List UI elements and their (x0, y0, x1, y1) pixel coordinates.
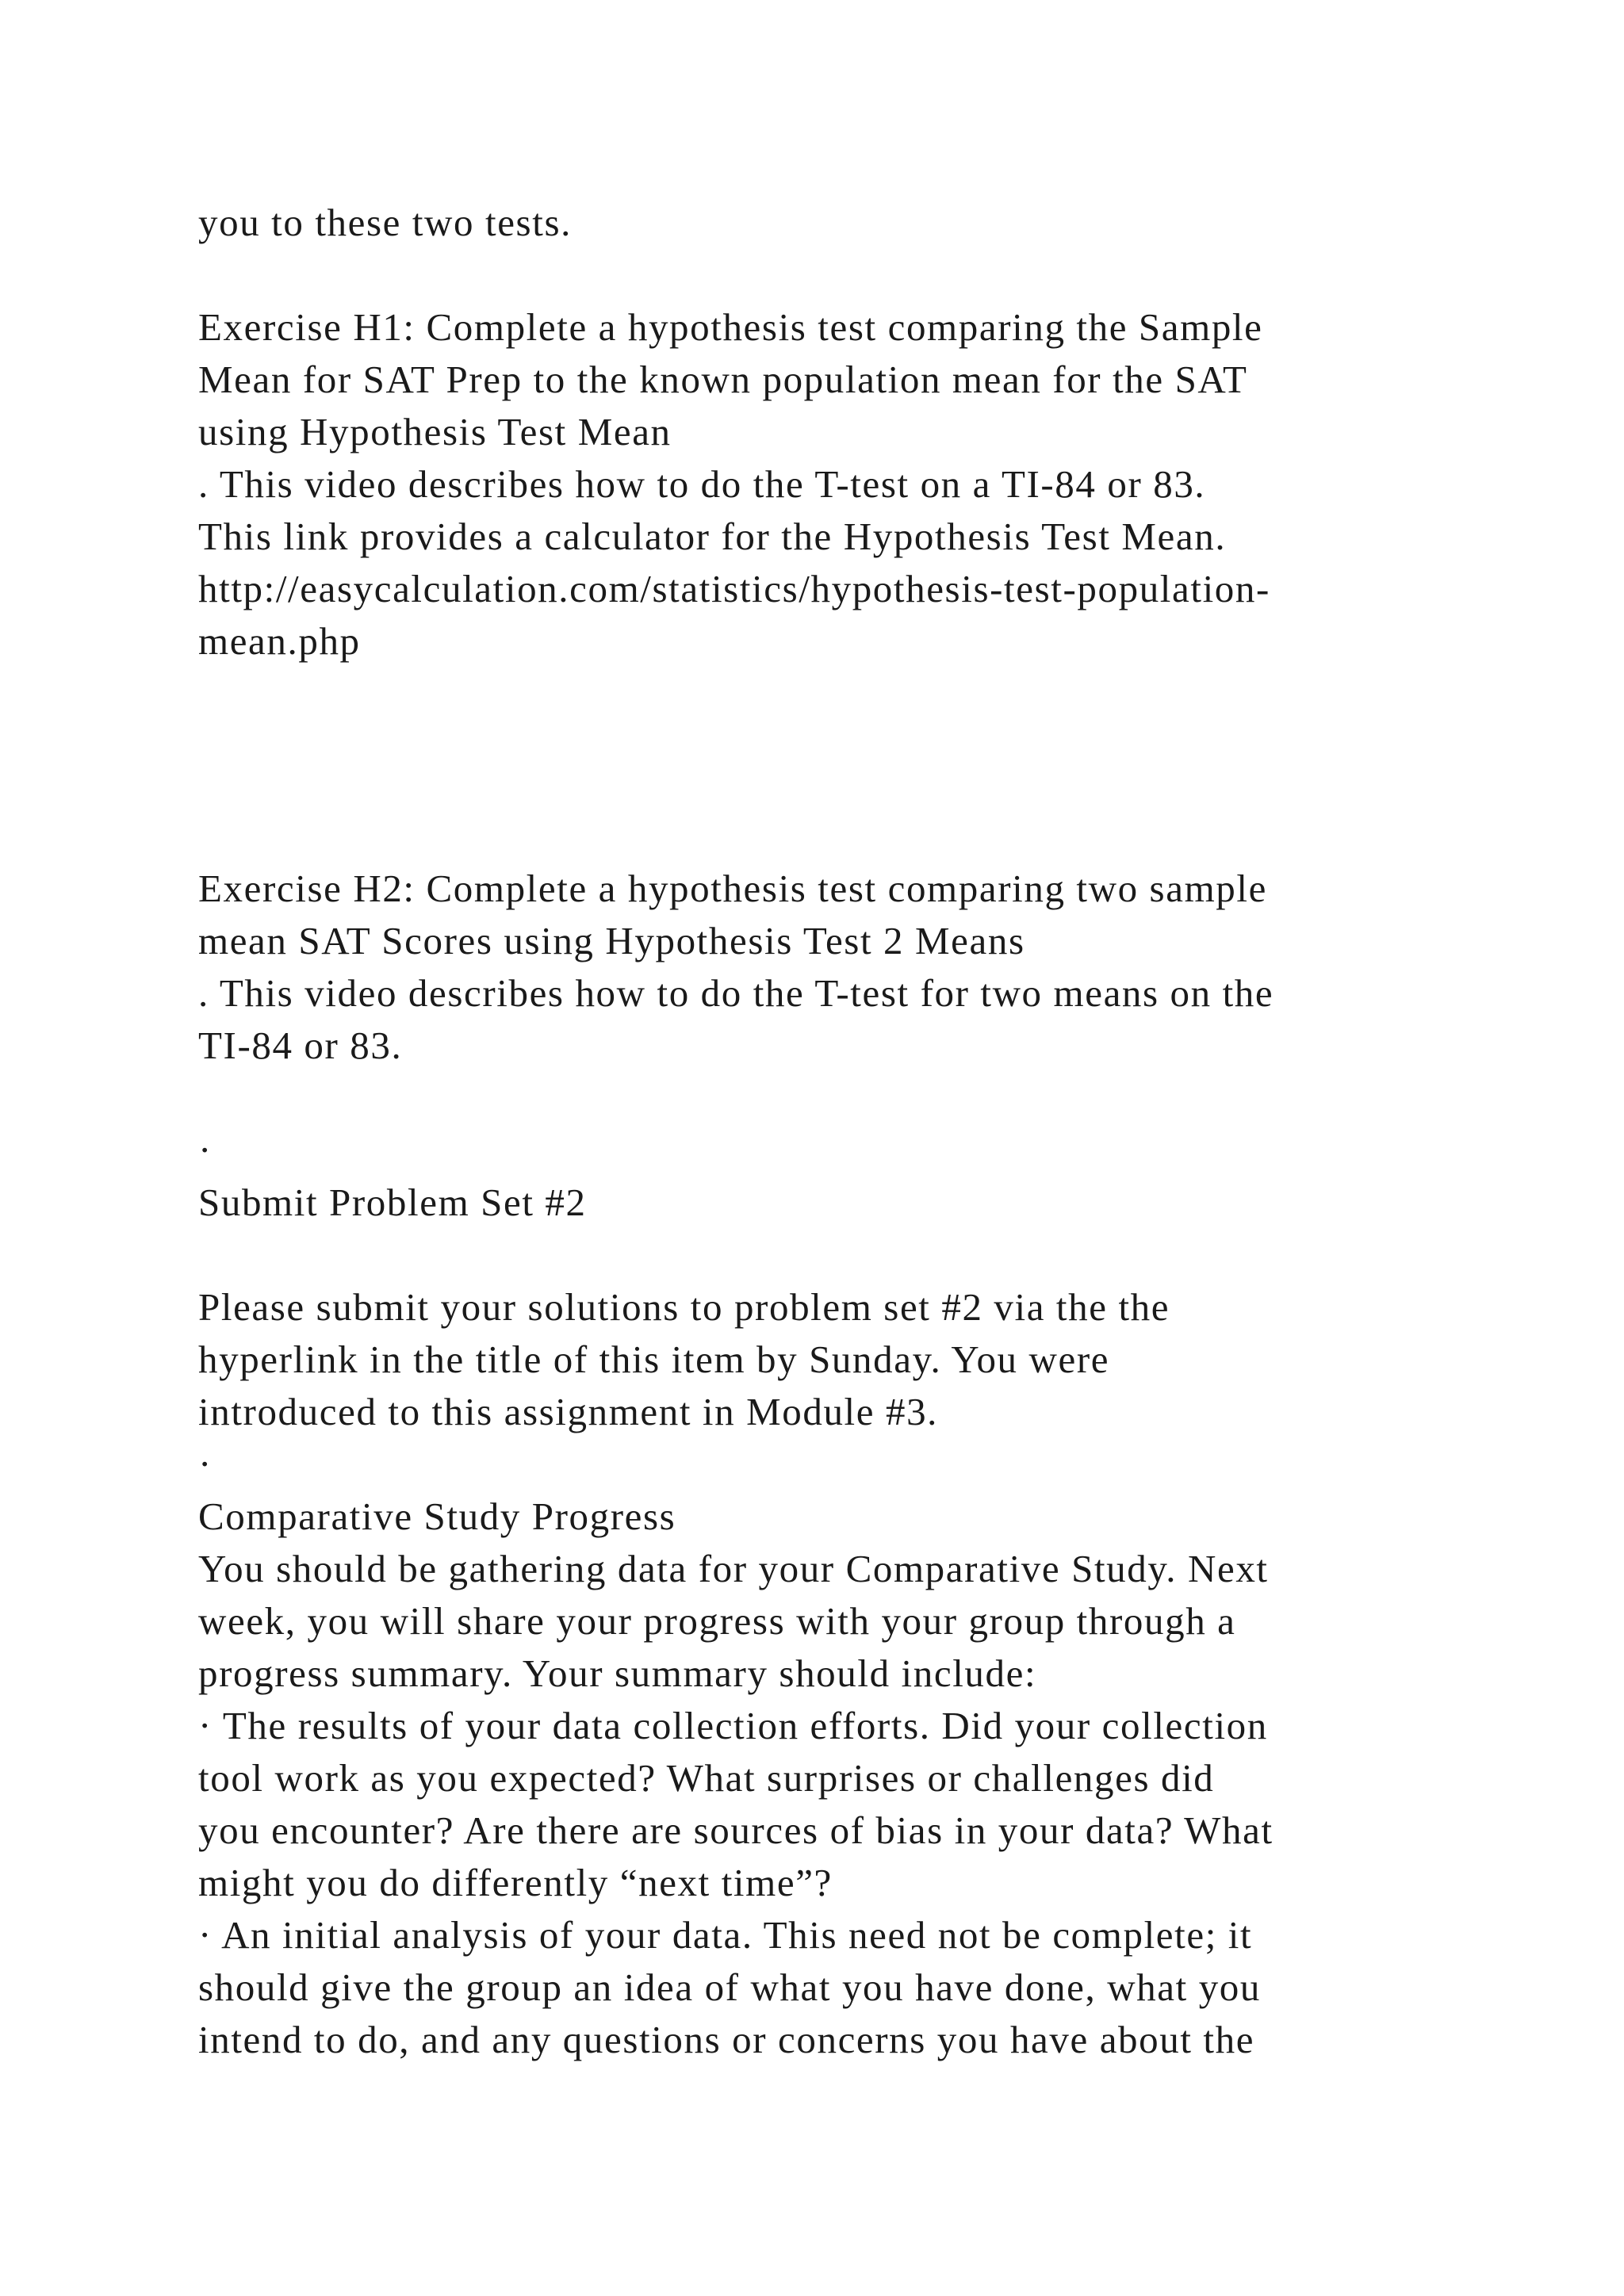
comparative-line: week, you will share your progress with your group through a (198, 1599, 1236, 1643)
spacer (198, 1229, 1483, 1281)
exercise-h1-line: This link provides a calculator for the Hypothesis Test Mean. (198, 515, 1227, 558)
exercise-h1-line: . This video describes how to do the T-test on a TI-84 or 83. (198, 462, 1206, 506)
calculator-url-line: mean.php (198, 619, 361, 663)
exercise-h1-line: Exercise H1: Complete a hypothesis test comparing the Sample (198, 305, 1263, 349)
document-body (198, 197, 1483, 2066)
exercise-h2-line: Exercise H2: Complete a hypothesis test comparing two sample (198, 867, 1267, 910)
spacer (198, 668, 1483, 863)
exercise-h2-line: . This video describes how to do the T-test for two means on the (198, 971, 1274, 1015)
calculator-url-line: http://easycalculation.com/statistics/hypothesis-test-population- (198, 567, 1270, 610)
submit-line: hyperlink in the title of this item by Sunday. You were (198, 1337, 1110, 1381)
submit-title: Submit Problem Set #2 (198, 1181, 587, 1224)
exercise-h1-line: using Hypothesis Test Mean (198, 410, 672, 453)
comparative-line: · An initial analysis of your data. This need not be complete; it (198, 1913, 1253, 1957)
spacer (198, 249, 1483, 301)
exercise-h2-line: mean SAT Scores using Hypothesis Test 2 Means (198, 919, 1025, 962)
comparative-line: might you do differently “next time”? (198, 1861, 833, 1904)
submit-line: Please submit your solutions to problem set #2 via the the (198, 1285, 1170, 1329)
comparative-line: You should be gathering data for your Comparative Study. Next (198, 1547, 1269, 1590)
comparative-bullet: · (198, 1442, 213, 1486)
comparative-title: Comparative Study Progress (198, 1494, 676, 1538)
exercise-h1-line: Mean for SAT Prep to the known population mean for the SAT (198, 358, 1248, 401)
intro-line: you to these two tests. (198, 201, 572, 244)
comparative-line: you encounter? Are there are sources of bias in your data? What (198, 1808, 1274, 1852)
comparative-line: intend to do, and any questions or concerns you have about the (198, 2018, 1255, 2061)
comparative-line: · The results of your data collection efforts. Did your collection (198, 1704, 1268, 1747)
comparative-line: should give the group an idea of what you have done, what you (198, 1965, 1261, 2009)
comparative-line: progress summary. Your summary should include: (198, 1651, 1037, 1695)
comparative-line: tool work as you expected? What surprises or challenges did (198, 1756, 1215, 1800)
submit-line: introduced to this assignment in Module #3. (198, 1390, 939, 1433)
exercise-h2-line: TI-84 or 83. (198, 1024, 403, 1067)
submit-bullet: · (198, 1128, 213, 1172)
spacer (198, 1072, 1483, 1124)
